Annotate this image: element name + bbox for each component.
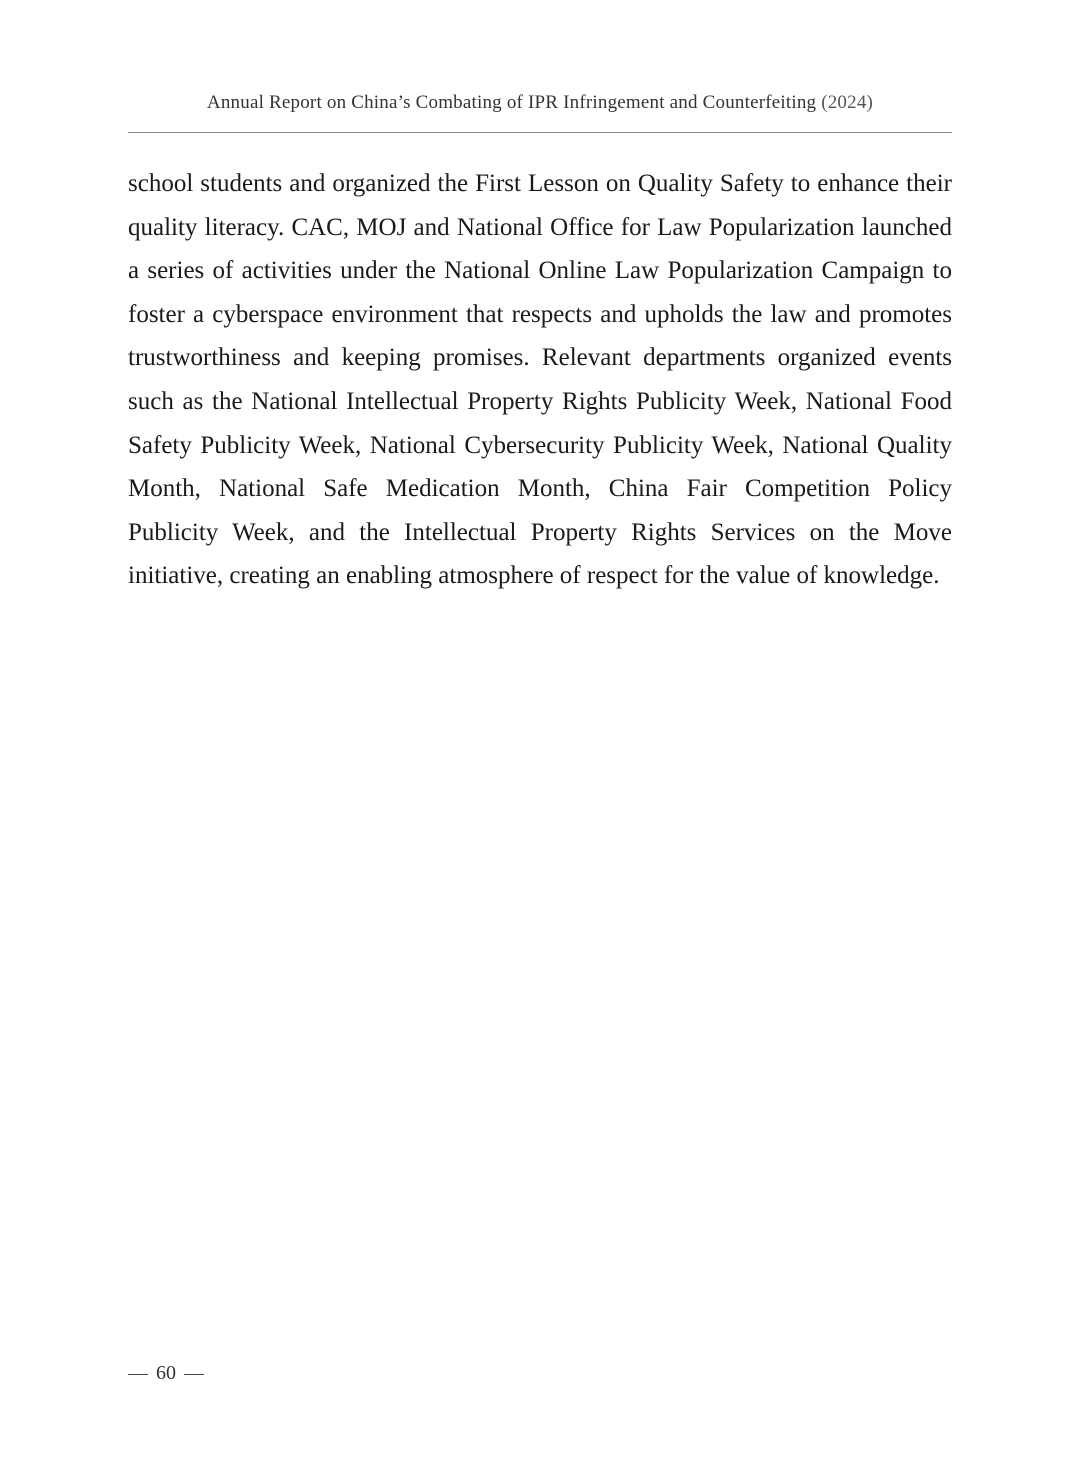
running-header	[128, 92, 952, 114]
page-number-right-dash	[184, 1374, 204, 1375]
body-paragraph: school students and organized the First Lesson on Quality Safety to enhance their quality literacy. CAC, MOJ and National Office for Law Popularization launched a series of activities under the National Online Law Popularization Campaign to foster a cyberspace environment that respects and upholds the law and promotes trustworthiness and keeping promises. Relevant departments organized events such as the National Intellectual Property Rights Publicity Week, National Food Safety Publicity Week, National Cybersecurity Publicity Week, National Quality Month, National Safe Medication Month, China Fair Competition Policy Publicity Week, and the Intellectual Property Rights Services on the Move initiative, creating an enabling atmosphere of respect for the value of knowledge.	[128, 170, 952, 590]
running-header-year: (2024)	[821, 92, 874, 113]
header-divider	[128, 132, 952, 133]
page-number-value: 60	[156, 1362, 176, 1384]
page-number-left-dash	[128, 1374, 148, 1375]
page-number	[128, 1362, 212, 1385]
running-header-title: Annual Report on China’s Combating of IPR Infringement and Counterfeiting	[206, 92, 817, 113]
